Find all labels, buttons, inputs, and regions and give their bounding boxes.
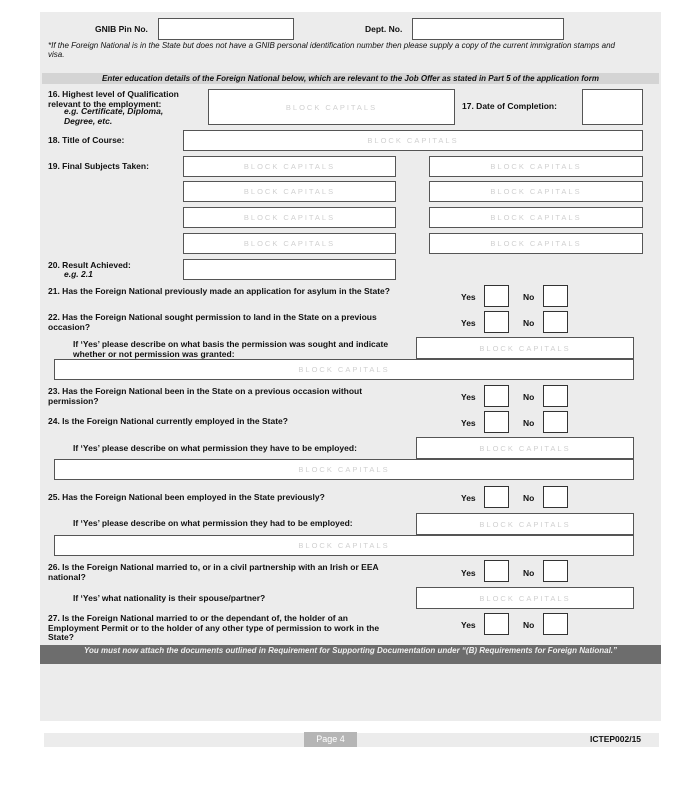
q26-followup-field[interactable]: BLOCK CAPITALS <box>416 587 634 609</box>
q19-subject-field[interactable]: BLOCK CAPITALS <box>183 233 396 254</box>
q25-label: 25. Has the Foreign National been employed in the State previously? <box>48 492 325 502</box>
q26-label: 26. Is the Foreign National married to, or in a civil partnership with an Irish or EEA national? <box>48 562 379 582</box>
q19-label: 19. Final Subjects Taken: <box>48 161 149 171</box>
q23-yes-label: Yes <box>461 392 476 402</box>
education-instruction-bar: Enter education details of the Foreign National below, which are relevant to the Job Offer as stated in Part 5 of the application form <box>42 73 659 84</box>
q25-no-label: No <box>523 493 535 503</box>
q16-example: e.g. Certificate, Diploma, Degree, etc. <box>64 106 164 126</box>
form-code: ICTEP002/15 <box>590 734 642 744</box>
q21-yes-checkbox[interactable] <box>484 285 509 307</box>
q22-followup-label: If ‘Yes’ please describe on what basis the permission was sought and indicate whether or not permission was granted: <box>73 339 389 359</box>
q19-subject-field[interactable]: BLOCK CAPITALS <box>429 156 643 177</box>
q24-followup-field[interactable]: BLOCK CAPITALS <box>416 437 634 459</box>
q24-no-label: No <box>523 418 535 428</box>
q23-no-label: No <box>523 392 535 402</box>
q23-no-checkbox[interactable] <box>543 385 568 407</box>
q26-no-label: No <box>523 568 535 578</box>
q22-no-checkbox[interactable] <box>543 311 568 333</box>
q26-yes-label: Yes <box>461 568 476 578</box>
q26-yes-checkbox[interactable] <box>484 560 509 582</box>
q27-no-checkbox[interactable] <box>543 613 568 635</box>
q21-yes-label: Yes <box>461 292 476 302</box>
q21-no-checkbox[interactable] <box>543 285 568 307</box>
q20-result-field[interactable] <box>183 259 396 280</box>
q17-date-field[interactable] <box>582 89 643 125</box>
q24-followup-field-2[interactable]: BLOCK CAPITALS <box>54 459 634 480</box>
page-number: Page 4 <box>304 732 357 747</box>
q24-followup-label: If ‘Yes’ please describe on what permission they have to be employed: <box>73 443 357 453</box>
q21-no-label: No <box>523 292 535 302</box>
q24-yes-label: Yes <box>461 418 476 428</box>
q26-followup-label: If ‘Yes’ what nationality is their spouse/partner? <box>73 593 266 603</box>
q20-example: e.g. 2.1 <box>64 269 93 279</box>
q21-label: 21. Has the Foreign National previously made an application for asylum in the State? <box>48 286 390 296</box>
dept-no-field[interactable] <box>412 18 564 40</box>
q16-qualification-field[interactable]: BLOCK CAPITALS <box>208 89 455 125</box>
q19-subject-field[interactable]: BLOCK CAPITALS <box>183 181 396 202</box>
q19-subject-field[interactable]: BLOCK CAPITALS <box>183 207 396 228</box>
q25-yes-label: Yes <box>461 493 476 503</box>
q23-yes-checkbox[interactable] <box>484 385 509 407</box>
q27-no-label: No <box>523 620 535 630</box>
q19-subject-field[interactable]: BLOCK CAPITALS <box>183 156 396 177</box>
q22-followup-field[interactable]: BLOCK CAPITALS <box>416 337 634 359</box>
q22-followup-field-2[interactable]: BLOCK CAPITALS <box>54 359 634 380</box>
q19-subject-field[interactable]: BLOCK CAPITALS <box>429 207 643 228</box>
attach-documents-bar: You must now attach the documents outlined in Requirement for Supporting Documentation under “(B) Requirements for Foreign National.” <box>40 645 661 664</box>
q25-followup-label: If ‘Yes’ please describe on what permission they had to be employed: <box>73 518 353 528</box>
q16-label: 16. Highest level of Qualification relevant to the employment: <box>48 89 179 109</box>
q18-label: 18. Title of Course: <box>48 135 125 145</box>
q25-yes-checkbox[interactable] <box>484 486 509 508</box>
q24-label: 24. Is the Foreign National currently employed in the State? <box>48 416 288 426</box>
q19-subject-field[interactable]: BLOCK CAPITALS <box>429 181 643 202</box>
q19-subject-field[interactable]: BLOCK CAPITALS <box>429 233 643 254</box>
q20-label: 20. Result Achieved: <box>48 260 131 270</box>
q27-label: 27. Is the Foreign National married to or the dependant of, the holder of an Employment Permit or to the holder of any other type of permission to work in the State? <box>48 613 380 642</box>
q23-label: 23. Has the Foreign National been in the State on a previous occasion without permission? <box>48 386 363 406</box>
q26-no-checkbox[interactable] <box>543 560 568 582</box>
q25-no-checkbox[interactable] <box>543 486 568 508</box>
q18-course-field[interactable]: BLOCK CAPITALS <box>183 130 643 151</box>
gnib-note: *If the Foreign National is in the State but does not have a GNIB personal identification number then please supply a copy of the current immigration stamps and visa. <box>48 41 615 59</box>
q27-yes-label: Yes <box>461 620 476 630</box>
q25-followup-field-2[interactable]: BLOCK CAPITALS <box>54 535 634 556</box>
q22-label: 22. Has the Foreign National sought permission to land in the State on a previous occasion? <box>48 312 377 332</box>
q24-yes-checkbox[interactable] <box>484 411 509 433</box>
q25-followup-field[interactable]: BLOCK CAPITALS <box>416 513 634 535</box>
q22-yes-label: Yes <box>461 318 476 328</box>
q24-no-checkbox[interactable] <box>543 411 568 433</box>
gnib-label: GNIB Pin No. <box>95 24 148 34</box>
q27-yes-checkbox[interactable] <box>484 613 509 635</box>
q22-no-label: No <box>523 318 535 328</box>
gnib-pin-field[interactable] <box>158 18 294 40</box>
q22-yes-checkbox[interactable] <box>484 311 509 333</box>
dept-label: Dept. No. <box>365 24 403 34</box>
q17-label: 17. Date of Completion: <box>462 101 557 111</box>
